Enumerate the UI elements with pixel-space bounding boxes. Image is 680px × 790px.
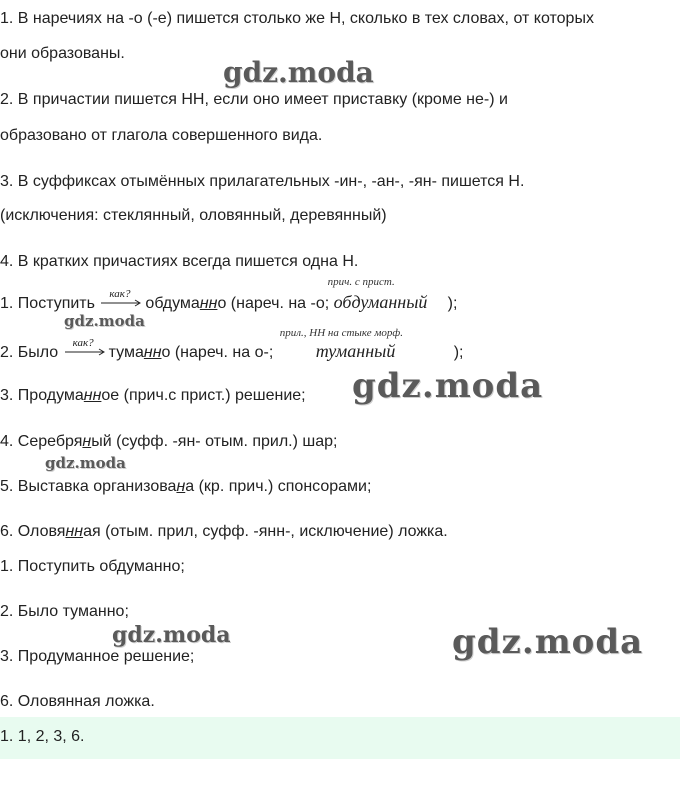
watermark: gdz.moda	[452, 622, 644, 662]
example-1-handwritten	[327, 276, 448, 314]
sentence-3: 3. Продуманное решение;	[0, 648, 195, 665]
example-3-word-highlight: нн	[83, 387, 102, 404]
example-2	[0, 327, 464, 363]
example-2-prefix: 2. Было	[0, 344, 59, 361]
example-3	[0, 386, 306, 406]
example-3-word: 3. Продума	[0, 387, 84, 404]
rule-2-line-2: образовано от глагола совершенного вида.	[0, 127, 323, 144]
example-2-handwritten	[278, 327, 454, 363]
arrow-label: как?	[72, 337, 94, 349]
arrow-icon	[63, 337, 109, 361]
example-6-word-highlight: нн	[65, 523, 84, 540]
example-1-word: обдума	[145, 295, 200, 312]
example-1-hw-note: прич. с прист.	[327, 276, 395, 288]
example-1-word-end: о	[217, 295, 227, 312]
rule-2-line-1: 2. В причастии пишется НН, если оно имеет приставку (кроме не-) и	[0, 91, 508, 108]
example-1-word-highlight: нн	[199, 295, 218, 312]
example-1-prefix: 1. Поступить	[0, 295, 95, 312]
rule-3-line-2: (исключения: стеклянный, оловянный, деревянный)	[0, 207, 387, 224]
example-1-note: (нареч. на -о;	[226, 295, 330, 312]
example-2-note: (нареч. на о-;	[170, 344, 274, 361]
example-4-word: 4. Серебря	[0, 433, 83, 450]
example-1	[0, 276, 458, 314]
rule-4: 4. В кратких причастиях всегда пишется одна Н.	[0, 253, 359, 270]
example-4	[0, 432, 337, 452]
example-6	[0, 522, 448, 542]
example-4-note: ый (суфф. -ян- отым. прил.) шар;	[91, 433, 338, 450]
watermark: gdz.moda	[352, 366, 544, 406]
example-3-note: ое (прич.с прист.) решение;	[101, 387, 306, 404]
sentence-4: 6. Оловянная ложка.	[0, 693, 155, 710]
arrow-icon	[99, 288, 145, 312]
example-5-note: а (кр. прич.) спонсорами;	[185, 478, 372, 495]
example-1-close: );	[447, 295, 458, 312]
example-2-close: );	[453, 344, 464, 361]
example-5-word-highlight: н	[176, 478, 186, 495]
example-2-word: тума	[108, 344, 144, 361]
answer-bar	[0, 717, 680, 759]
example-5-word: 5. Выставка организова	[0, 478, 177, 495]
watermark: gdz.moda	[223, 56, 374, 89]
watermark: gdz.moda	[112, 622, 231, 648]
example-6-note: ая (отым. прил, суфф. -янн-, исключение) ложка.	[83, 523, 448, 540]
example-2-word-highlight: нн	[143, 344, 162, 361]
answer-text: 1. 1, 2, 3, 6.	[0, 728, 85, 745]
example-2-hw-note: прил., НН на стыке морф.	[279, 327, 403, 339]
example-5	[0, 477, 371, 497]
rule-1-line-2: они образованы.	[0, 45, 125, 62]
example-1-hw-word: обдуманный	[333, 292, 428, 312]
watermark: gdz.moda	[45, 454, 126, 472]
example-6-word: 6. Оловя	[0, 523, 66, 540]
example-2-word-end: о	[161, 344, 171, 361]
rule-3-line-1: 3. В суффиксах отымённых прилагательных -ин-, -ан-, -ян- пишется Н.	[0, 173, 525, 190]
sentence-1: 1. Поступить обдуманно;	[0, 558, 185, 575]
arrow-label: как?	[109, 288, 131, 300]
rule-1-line-1: 1. В наречиях на -о (-е) пишется столько же Н, сколько в тех словах, от которых	[0, 10, 594, 27]
example-2-hw-word: туманный	[315, 341, 396, 361]
example-4-word-highlight: н	[82, 433, 92, 450]
watermark: gdz.moda	[64, 312, 145, 330]
sentence-2: 2. Было туманно;	[0, 603, 129, 620]
